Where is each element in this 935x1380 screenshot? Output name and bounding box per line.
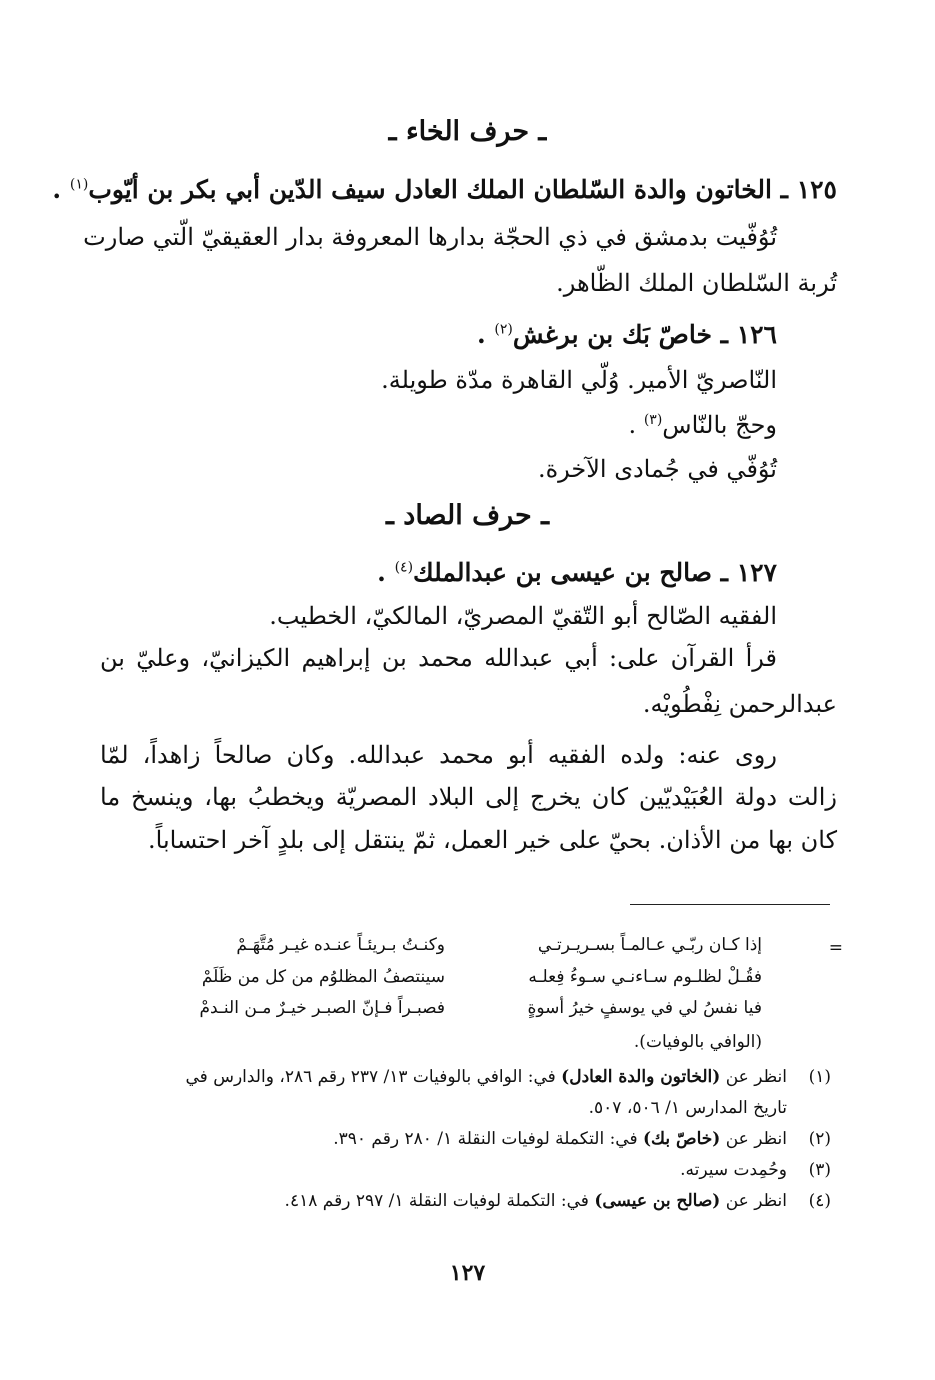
verse-2-second-hemistich: سينتصفُ المظلوُم من كل من ظَلَمْ [201,967,445,987]
entry-125-title-end: . [52,175,62,204]
footnote-separator [630,904,830,905]
entry-127-title-text: ١٢٧ ـ صالح بن عيسى بن عبدالملك [413,558,777,587]
entry-126-title-text: ١٢٦ ـ خاصّ بَك بن برغش [512,320,777,349]
entry-127-line-6: كان بها من الأذان. بحيّ على خير العمل، ثمّ ينتقل إلى بلدٍ آخر احتساباً. [148,826,837,854]
footnote-1-continuation: تاريخ المدارس ١/ ٥٠٦، ٥٠٧. [588,1098,787,1118]
footnote-1-text [186,1062,788,1092]
footnote-3-number: (٣) [808,1160,831,1180]
entry-126-line-2-text: وحجّ بالنّاس [662,411,777,439]
verse-source: (الوافي بالوفيات). [633,1032,762,1052]
verse-1-second-hemistich: وكنـتُ بـريئـاً عنـده غيـر مُتَّهَـمْ [236,935,445,955]
entry-125-title-text: ١٢٥ ـ الخاتون والدة السّلطان الملك العادل سيف الدّين أبي بكر بن أيّوب [88,175,837,204]
section-heading-kha: ـ حرف الخاء ـ [388,116,547,147]
footnote-ref-1: (١) [69,176,89,193]
footnote-ref-3: (٣) [643,412,663,428]
entry-127-line-2: قرأ القرآن على: أبي عبدالله محمد بن إبراهيم الكيزانيّ، وعليّ بن [100,644,777,672]
footnote-4-text [285,1186,787,1216]
footnote-ref-2: (٢) [494,321,513,338]
footnote-2-name: (خاصّ بك) [643,1129,721,1149]
entry-126-line-2 [100,405,777,445]
verse-2-first-hemistich: فقُـلْ لظلـوم سـاءنـي سـوءُ فِعلـه [528,967,762,987]
entry-126-title [100,315,777,355]
entry-126-line-2-end: . [628,411,637,439]
verse-1-first-hemistich: إذا كـان ربّـي عـالمـاً بسـريـرتـي [537,935,762,955]
section-heading-sad: ـ حرف الصاد ـ [386,500,549,531]
footnote-1-number: (١) [808,1067,831,1087]
entry-127-title-end: . [377,558,386,587]
footnote-4-post: في: التكملة لوفيات النقلة ١/ ٢٩٧ رقم ٤١٨. [284,1191,589,1211]
footnote-1-name: (الخاتون والدة العادل) [561,1067,721,1087]
entry-126-title-end: . [476,320,486,349]
entry-127-line-3: عبدالرحمن نِفْطُويْه. [642,690,837,718]
footnote-4-pre: انظر عن [725,1191,787,1211]
footnote-ref-4: (٤) [394,559,414,576]
footnote-2-number: (٢) [808,1129,831,1149]
footnote-1-post: في: الوافي بالوفيات ١٣/ ٢٣٧ رقم ٢٨٦، والدارس في [185,1067,556,1087]
entry-125-title [52,170,837,210]
entry-127-line-1: الفقيه الصّالح أبو التّقيّ المصريّ، المالكيّ، الخطيب. [269,602,777,630]
entry-127-title [100,553,777,593]
footnote-2-pre: انظر عن [725,1129,787,1149]
verse-3-first-hemistich: فيا نفسُ لي في يوسفٍ خيرُ أسوةٍ [527,998,762,1018]
footnote-4-number: (٤) [808,1191,831,1211]
entry-127-line-4: روى عنه: ولده الفقيه أبو محمد عبدالله. وكان صالحاً زاهداً، لمّا [100,741,777,769]
footnote-4-name: (صالح بن عيسى) [594,1191,721,1211]
entry-125-line-2: تُربة السّلطان الملك الظّاهر. [556,269,837,297]
entry-126-line-3: تُوُفّي في جُمادى الآخرة. [537,455,777,483]
footnote-3-text: وحُمِدت سيرته. [680,1160,787,1180]
footnote-2-text [333,1124,787,1154]
entry-127-line-5: زالت دولة العُبَيْديّين كان يخرج إلى البلاد المصريّة ويخطبُ بها، وينسخ ما [100,783,837,811]
continuation-mark: = [828,938,843,958]
verse-3-second-hemistich: فصبـراً فـإنّ الصبـر خيـرٌ مـن النـدمْ [199,998,445,1018]
page-number: ١٢٧ [449,1260,486,1286]
entry-126-line-1: النّاصريّ الأمير. وُلّي القاهرة مدّة طويلة. [381,366,777,394]
footnote-1-pre: انظر عن [725,1067,787,1087]
entry-125-line-1: تُوُفّيت بدمشق في ذي الحجّة بدارها المعروفة بدار العقيقيّ الّتي صارت [83,223,777,251]
footnote-2-post: في: التكملة لوفيات النقلة ١/ ٢٨٠ رقم ٣٩٠. [333,1129,638,1149]
